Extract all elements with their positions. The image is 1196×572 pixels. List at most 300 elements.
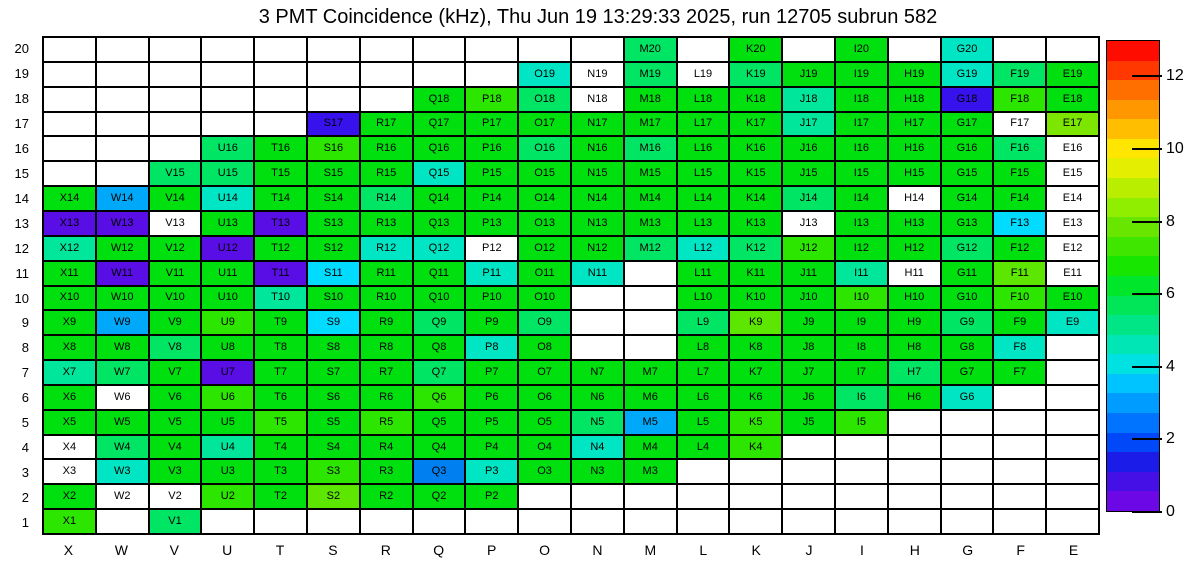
cell-empty <box>43 161 96 186</box>
cell-V14: V14 <box>149 186 202 211</box>
cell-O3: O3 <box>518 459 571 484</box>
cell-R7: R7 <box>360 360 413 385</box>
cell-empty <box>307 37 360 62</box>
x-tick-T: T <box>275 542 285 558</box>
cell-I8: I8 <box>835 335 888 360</box>
cell-I7: I7 <box>835 360 888 385</box>
cell-P3: P3 <box>465 459 518 484</box>
cell-F7: F7 <box>993 360 1046 385</box>
cell-empty <box>43 87 96 112</box>
cell-K7: K7 <box>729 360 782 385</box>
cell-L14: L14 <box>677 186 730 211</box>
cell-P9: P9 <box>465 310 518 335</box>
cell-T12: T12 <box>254 236 307 261</box>
cell-E11: E11 <box>1046 261 1099 286</box>
colorbar-band <box>1107 80 1159 100</box>
cell-N6: N6 <box>571 385 624 410</box>
cell-empty <box>993 410 1046 435</box>
cell-U4: U4 <box>201 435 254 460</box>
cell-V8: V8 <box>149 335 202 360</box>
cell-V5: V5 <box>149 410 202 435</box>
cell-Q4: Q4 <box>413 435 466 460</box>
cell-P18: P18 <box>465 87 518 112</box>
cell-T10: T10 <box>254 286 307 311</box>
cell-O5: O5 <box>518 410 571 435</box>
cell-empty <box>360 62 413 87</box>
cell-I6: I6 <box>835 385 888 410</box>
cell-G13: G13 <box>941 211 994 236</box>
cell-N11: N11 <box>571 261 624 286</box>
cell-V13: V13 <box>149 211 202 236</box>
cell-N7: N7 <box>571 360 624 385</box>
cell-empty <box>677 484 730 509</box>
cell-T2: T2 <box>254 484 307 509</box>
cell-E15: E15 <box>1046 161 1099 186</box>
cell-T4: T4 <box>254 435 307 460</box>
cell-O9: O9 <box>518 310 571 335</box>
cell-Q9: Q9 <box>413 310 466 335</box>
cell-empty <box>149 136 202 161</box>
cell-G10: G10 <box>941 286 994 311</box>
y-tick-13: 13 <box>14 215 29 231</box>
cell-L5: L5 <box>677 410 730 435</box>
cell-empty <box>465 509 518 534</box>
cell-Q15: Q15 <box>413 161 466 186</box>
cell-K6: K6 <box>729 385 782 410</box>
colorbar-band <box>1107 452 1159 472</box>
cell-K8: K8 <box>729 335 782 360</box>
cell-O16: O16 <box>518 136 571 161</box>
cell-empty <box>413 37 466 62</box>
cell-J5: J5 <box>782 410 835 435</box>
cell-G12: G12 <box>941 236 994 261</box>
cell-M6: M6 <box>624 385 677 410</box>
cell-empty <box>96 136 149 161</box>
cell-empty <box>941 509 994 534</box>
cell-empty <box>413 509 466 534</box>
cell-empty <box>624 335 677 360</box>
colorbar-band <box>1107 119 1159 139</box>
cell-empty <box>571 310 624 335</box>
cell-M17: M17 <box>624 112 677 137</box>
cell-empty <box>571 335 624 360</box>
colorbar <box>1106 40 1160 512</box>
x-tick-N: N <box>592 542 603 558</box>
cell-empty <box>1046 335 1099 360</box>
y-tick-19: 19 <box>14 65 29 81</box>
colorbar-band <box>1107 158 1159 178</box>
cell-J6: J6 <box>782 385 835 410</box>
cell-N15: N15 <box>571 161 624 186</box>
cell-empty <box>835 484 888 509</box>
cell-empty <box>993 435 1046 460</box>
cell-X3: X3 <box>43 459 96 484</box>
cell-J15: J15 <box>782 161 835 186</box>
x-tick-V: V <box>169 542 179 558</box>
cell-P13: P13 <box>465 211 518 236</box>
cell-E16: E16 <box>1046 136 1099 161</box>
cell-I13: I13 <box>835 211 888 236</box>
cell-U10: U10 <box>201 286 254 311</box>
cell-X8: X8 <box>43 335 96 360</box>
cell-I9: I9 <box>835 310 888 335</box>
colorbar-band <box>1107 354 1159 374</box>
cell-empty <box>1046 360 1099 385</box>
colorbar-band <box>1107 472 1159 492</box>
cell-empty <box>624 509 677 534</box>
cell-J11: J11 <box>782 261 835 286</box>
cell-H8: H8 <box>888 335 941 360</box>
cell-empty <box>518 484 571 509</box>
cell-T9: T9 <box>254 310 307 335</box>
cell-G17: G17 <box>941 112 994 137</box>
cell-U13: U13 <box>201 211 254 236</box>
cell-N13: N13 <box>571 211 624 236</box>
x-tick-M: M <box>644 542 657 558</box>
cell-X12: X12 <box>43 236 96 261</box>
cell-L18: L18 <box>677 87 730 112</box>
cell-empty <box>941 459 994 484</box>
cell-Q17: Q17 <box>413 112 466 137</box>
x-tick-U: U <box>222 542 233 558</box>
cell-O12: O12 <box>518 236 571 261</box>
cell-empty <box>43 62 96 87</box>
cell-M15: M15 <box>624 161 677 186</box>
cell-L17: L17 <box>677 112 730 137</box>
cell-T14: T14 <box>254 186 307 211</box>
cell-S14: S14 <box>307 186 360 211</box>
y-axis <box>0 36 36 535</box>
cell-H19: H19 <box>888 62 941 87</box>
cell-empty <box>571 509 624 534</box>
cell-K4: K4 <box>729 435 782 460</box>
cell-R12: R12 <box>360 236 413 261</box>
cell-E13: E13 <box>1046 211 1099 236</box>
cell-empty <box>835 435 888 460</box>
cell-empty <box>1046 484 1099 509</box>
cell-S5: S5 <box>307 410 360 435</box>
cell-G15: G15 <box>941 161 994 186</box>
cell-S4: S4 <box>307 435 360 460</box>
cell-V2: V2 <box>149 484 202 509</box>
cell-L4: L4 <box>677 435 730 460</box>
cell-K12: K12 <box>729 236 782 261</box>
cell-H12: H12 <box>888 236 941 261</box>
x-tick-H: H <box>909 542 920 558</box>
x-tick-O: O <box>539 542 550 558</box>
x-tick-X: X <box>63 542 74 558</box>
y-tick-1: 1 <box>21 515 29 531</box>
cell-I14: I14 <box>835 186 888 211</box>
cell-empty <box>201 87 254 112</box>
cell-P8: P8 <box>465 335 518 360</box>
cell-Q2: Q2 <box>413 484 466 509</box>
cell-G19: G19 <box>941 62 994 87</box>
cell-empty <box>888 484 941 509</box>
cell-N19: N19 <box>571 62 624 87</box>
cell-Q3: Q3 <box>413 459 466 484</box>
cell-empty <box>360 37 413 62</box>
cell-P4: P4 <box>465 435 518 460</box>
y-tick-17: 17 <box>14 115 29 131</box>
cell-empty <box>835 459 888 484</box>
cell-N4: N4 <box>571 435 624 460</box>
cell-K19: K19 <box>729 62 782 87</box>
cell-S3: S3 <box>307 459 360 484</box>
y-tick-8: 8 <box>21 340 29 356</box>
colorbar-band <box>1107 413 1159 433</box>
cell-E10: E10 <box>1046 286 1099 311</box>
cell-R10: R10 <box>360 286 413 311</box>
cell-empty <box>993 385 1046 410</box>
cell-empty <box>888 459 941 484</box>
cell-empty <box>571 286 624 311</box>
cell-Q7: Q7 <box>413 360 466 385</box>
x-tick-Q: Q <box>433 542 445 558</box>
cell-empty <box>254 112 307 137</box>
cell-T3: T3 <box>254 459 307 484</box>
cell-L10: L10 <box>677 286 730 311</box>
cell-empty <box>888 435 941 460</box>
cell-empty <box>941 410 994 435</box>
cell-K11: K11 <box>729 261 782 286</box>
cell-empty <box>465 62 518 87</box>
cell-F11: F11 <box>993 261 1046 286</box>
cell-W10: W10 <box>96 286 149 311</box>
cell-R11: R11 <box>360 261 413 286</box>
cell-K15: K15 <box>729 161 782 186</box>
x-tick-P: P <box>486 542 497 558</box>
cell-empty <box>43 136 96 161</box>
cell-X7: X7 <box>43 360 96 385</box>
cell-P6: P6 <box>465 385 518 410</box>
cell-F17: F17 <box>993 112 1046 137</box>
y-tick-10: 10 <box>14 290 29 306</box>
cell-X4: X4 <box>43 435 96 460</box>
cell-X5: X5 <box>43 410 96 435</box>
cell-Q8: Q8 <box>413 335 466 360</box>
x-tick-W: W <box>114 542 128 558</box>
colorbar-band <box>1107 393 1159 413</box>
cell-W14: W14 <box>96 186 149 211</box>
cell-N5: N5 <box>571 410 624 435</box>
cell-M18: M18 <box>624 87 677 112</box>
cell-S13: S13 <box>307 211 360 236</box>
colorbar-band <box>1107 198 1159 218</box>
cell-P12: P12 <box>465 236 518 261</box>
cell-G7: G7 <box>941 360 994 385</box>
colorbar-tick-label-12: 12 <box>1166 67 1184 85</box>
cell-empty <box>254 62 307 87</box>
cell-empty <box>96 509 149 534</box>
cell-N14: N14 <box>571 186 624 211</box>
cell-J16: J16 <box>782 136 835 161</box>
cell-V12: V12 <box>149 236 202 261</box>
cell-G6: G6 <box>941 385 994 410</box>
cell-empty <box>96 161 149 186</box>
cell-V6: V6 <box>149 385 202 410</box>
cell-R16: R16 <box>360 136 413 161</box>
cell-I20: I20 <box>835 37 888 62</box>
cell-P5: P5 <box>465 410 518 435</box>
cell-T13: T13 <box>254 211 307 236</box>
cell-O14: O14 <box>518 186 571 211</box>
cell-J17: J17 <box>782 112 835 137</box>
cell-K14: K14 <box>729 186 782 211</box>
cell-F12: F12 <box>993 236 1046 261</box>
cell-empty <box>571 484 624 509</box>
cell-T16: T16 <box>254 136 307 161</box>
cell-N17: N17 <box>571 112 624 137</box>
cell-empty <box>835 509 888 534</box>
x-axis <box>42 541 1100 559</box>
cell-R6: R6 <box>360 385 413 410</box>
cell-empty <box>624 484 677 509</box>
cell-M16: M16 <box>624 136 677 161</box>
cell-S17: S17 <box>307 112 360 137</box>
cell-O6: O6 <box>518 385 571 410</box>
cell-O18: O18 <box>518 87 571 112</box>
cell-F8: F8 <box>993 335 1046 360</box>
colorbar-band <box>1107 315 1159 335</box>
cell-N12: N12 <box>571 236 624 261</box>
cell-Q13: Q13 <box>413 211 466 236</box>
cell-U9: U9 <box>201 310 254 335</box>
cell-P10: P10 <box>465 286 518 311</box>
x-tick-K: K <box>751 542 761 558</box>
cell-H14: H14 <box>888 186 941 211</box>
cell-M19: M19 <box>624 62 677 87</box>
colorbar-tick-label-2: 2 <box>1166 430 1175 448</box>
cell-R9: R9 <box>360 310 413 335</box>
cell-T7: T7 <box>254 360 307 385</box>
cell-F19: F19 <box>993 62 1046 87</box>
cell-P17: P17 <box>465 112 518 137</box>
cell-empty <box>941 484 994 509</box>
cell-X2: X2 <box>43 484 96 509</box>
cell-L7: L7 <box>677 360 730 385</box>
cell-V9: V9 <box>149 310 202 335</box>
cell-L13: L13 <box>677 211 730 236</box>
x-tick-G: G <box>962 542 974 558</box>
x-tick-L: L <box>699 542 708 558</box>
colorbar-tick-line <box>1132 366 1162 368</box>
cell-empty <box>782 509 835 534</box>
cell-P16: P16 <box>465 136 518 161</box>
cell-Q11: Q11 <box>413 261 466 286</box>
cell-empty <box>96 37 149 62</box>
y-tick-2: 2 <box>21 490 29 506</box>
cell-G8: G8 <box>941 335 994 360</box>
cell-O15: O15 <box>518 161 571 186</box>
cell-empty <box>888 37 941 62</box>
cell-empty <box>993 37 1046 62</box>
cell-empty <box>149 37 202 62</box>
cell-empty <box>413 62 466 87</box>
cell-empty <box>677 509 730 534</box>
cell-K16: K16 <box>729 136 782 161</box>
colorbar-band <box>1107 374 1159 394</box>
cell-O13: O13 <box>518 211 571 236</box>
cell-S9: S9 <box>307 310 360 335</box>
cell-H17: H17 <box>888 112 941 137</box>
cell-M4: M4 <box>624 435 677 460</box>
cell-P7: P7 <box>465 360 518 385</box>
cell-Q5: Q5 <box>413 410 466 435</box>
cell-T6: T6 <box>254 385 307 410</box>
cell-empty <box>624 286 677 311</box>
cell-empty <box>729 484 782 509</box>
cell-R5: R5 <box>360 410 413 435</box>
cell-W4: W4 <box>96 435 149 460</box>
cell-L16: L16 <box>677 136 730 161</box>
cell-empty <box>729 509 782 534</box>
cell-G9: G9 <box>941 310 994 335</box>
y-tick-3: 3 <box>21 465 29 481</box>
cell-M3: M3 <box>624 459 677 484</box>
cell-I11: I11 <box>835 261 888 286</box>
cell-O11: O11 <box>518 261 571 286</box>
cell-Q18: Q18 <box>413 87 466 112</box>
cell-empty <box>1046 435 1099 460</box>
cell-H18: H18 <box>888 87 941 112</box>
cell-empty <box>888 509 941 534</box>
cell-U8: U8 <box>201 335 254 360</box>
cell-U16: U16 <box>201 136 254 161</box>
colorbar-band <box>1107 100 1159 120</box>
cell-empty <box>941 435 994 460</box>
cell-S15: S15 <box>307 161 360 186</box>
cell-W7: W7 <box>96 360 149 385</box>
cell-empty <box>518 509 571 534</box>
cell-empty <box>149 62 202 87</box>
cell-empty <box>1046 509 1099 534</box>
cell-N16: N16 <box>571 136 624 161</box>
cell-S12: S12 <box>307 236 360 261</box>
colorbar-tick-label-4: 4 <box>1166 357 1175 375</box>
cell-L6: L6 <box>677 385 730 410</box>
cell-empty <box>43 112 96 137</box>
cell-I18: I18 <box>835 87 888 112</box>
cell-empty <box>465 37 518 62</box>
cell-T8: T8 <box>254 335 307 360</box>
cell-empty <box>782 435 835 460</box>
cell-V11: V11 <box>149 261 202 286</box>
cell-empty <box>254 37 307 62</box>
cell-L8: L8 <box>677 335 730 360</box>
colorbar-band <box>1107 41 1159 61</box>
cell-K20: K20 <box>729 37 782 62</box>
cell-W2: W2 <box>96 484 149 509</box>
cell-empty <box>624 261 677 286</box>
cell-empty <box>360 509 413 534</box>
cell-Q16: Q16 <box>413 136 466 161</box>
cell-V1: V1 <box>149 509 202 534</box>
cell-R14: R14 <box>360 186 413 211</box>
chart-title: 3 PMT Coincidence (kHz), Thu Jun 19 13:29:33 2025, run 12705 subrun 582 <box>258 6 938 28</box>
cell-U3: U3 <box>201 459 254 484</box>
cell-S16: S16 <box>307 136 360 161</box>
cell-H13: H13 <box>888 211 941 236</box>
colorbar-tick-line <box>1132 293 1162 295</box>
cell-L19: L19 <box>677 62 730 87</box>
cell-F9: F9 <box>993 310 1046 335</box>
cell-U5: U5 <box>201 410 254 435</box>
cell-empty <box>729 459 782 484</box>
cell-Q10: Q10 <box>413 286 466 311</box>
y-tick-14: 14 <box>14 190 29 206</box>
cell-empty <box>1046 37 1099 62</box>
